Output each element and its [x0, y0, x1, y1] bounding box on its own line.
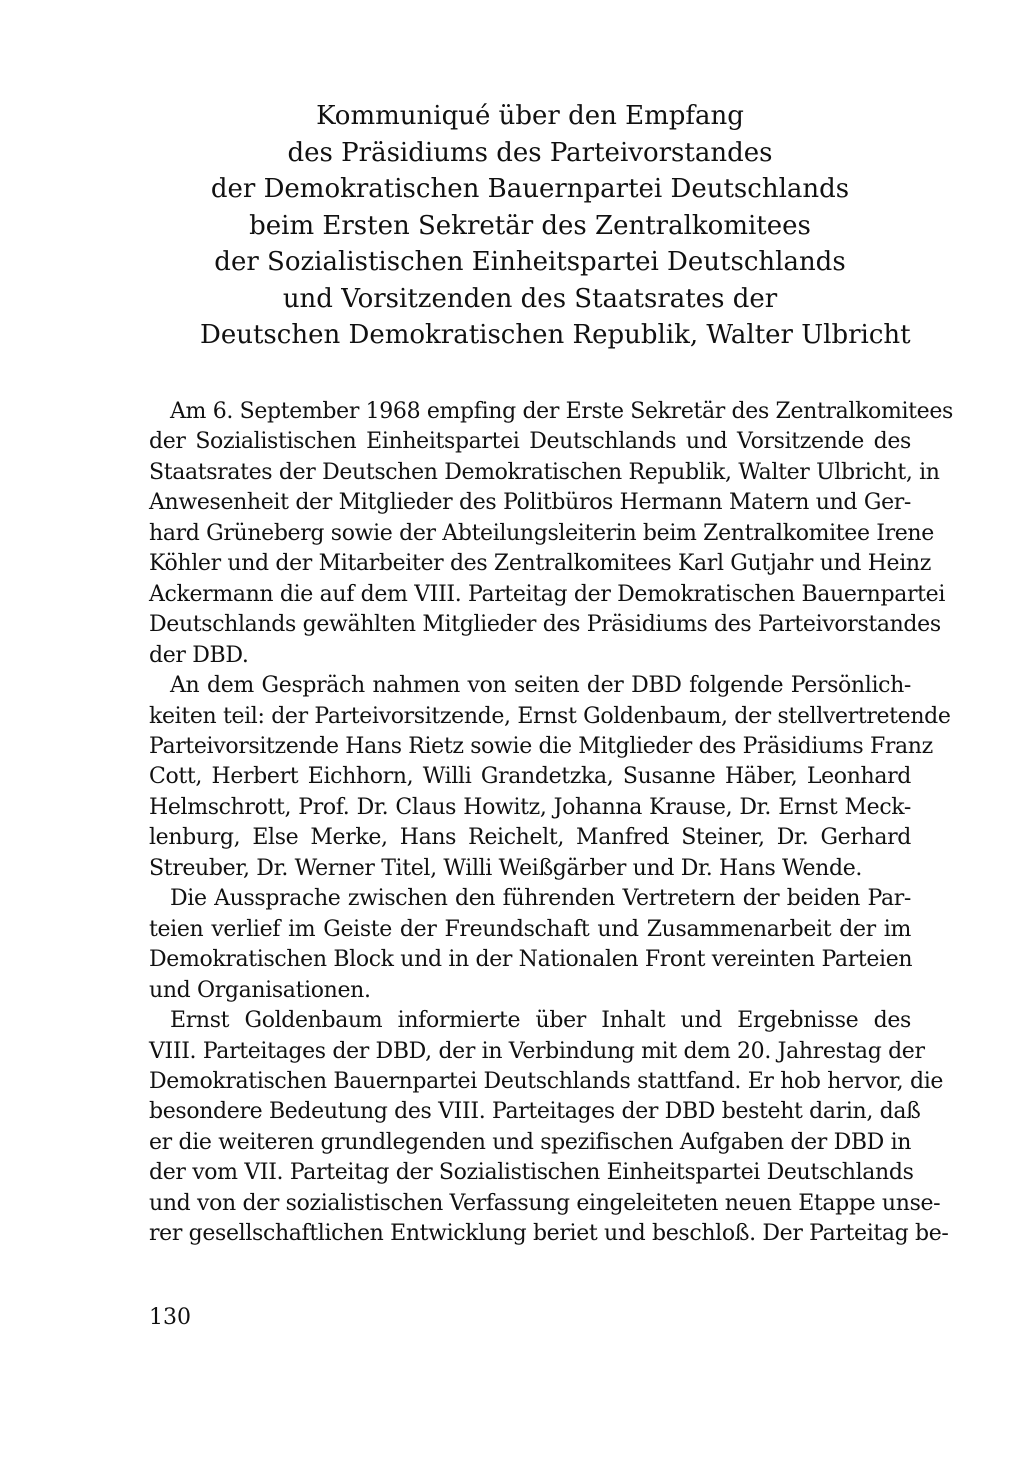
title-line: Kommuniqué über den Empfang — [316, 101, 744, 131]
text-line: der Sozialistischen Einheitspartei Deutschlands und Vorsitzende des — [149, 429, 911, 455]
text-line: Helmschrott, Prof. Dr. Claus Howitz, Johanna Krause, Dr. Ernst Meck- — [149, 794, 911, 820]
text-line: Ackermann die auf dem VIII. Parteitag der Demokratischen Bauernpartei — [149, 581, 946, 607]
text-line: hard Grüneberg sowie der Abteilungsleiterin beim Zentralkomitee Irene — [149, 520, 934, 546]
title-line: des Präsidiums des Parteivorstandes — [287, 137, 773, 168]
title-line: der Demokratischen Bauernpartei Deutschlands — [210, 174, 850, 204]
page-number: 130 — [149, 1305, 191, 1330]
text-line: An dem Gespräch nahmen von seiten der DBD folgende Persönlich- — [170, 673, 911, 699]
text-line: VIII. Parteitages der DBD, der in Verbindung mit dem 20. Jahrestag der — [149, 1038, 925, 1064]
text-line: Köhler und der Mitarbeiter des Zentralkomitees Karl Gutjahr und Heinz — [149, 551, 931, 577]
text-line: Die Aussprache zwischen den führenden Vertretern der beiden Par- — [170, 886, 911, 912]
text-line: und Organisationen. — [149, 977, 371, 1003]
text-line: der vom VII. Parteitag der Sozialistischen Einheitspartei Deutschlands — [149, 1160, 914, 1186]
text-line: und von der sozialistischen Verfassung eingeleiteten neuen Etappe unse- — [149, 1190, 941, 1216]
text-line: Parteivorsitzende Hans Rietz sowie die Mitglieder des Präsidiums Franz — [149, 733, 933, 759]
paragraph-1 — [149, 397, 953, 671]
text-line: Ernst Goldenbaum informierte über Inhalt und Ergebnisse des — [170, 1008, 911, 1034]
text-line: Demokratischen Block und in der Nationalen Front vereinten Parteien — [149, 947, 913, 973]
text-line: Demokratischen Bauernpartei Deutschlands stattfand. Er hob hervor, die — [149, 1068, 944, 1094]
text-line: Deutschlands gewählten Mitglieder des Präsidiums des Parteivorstandes — [149, 612, 941, 638]
text-line: Streuber, Dr. Werner Titel, Willi Weißgärber und Dr. Hans Wende. — [149, 855, 863, 881]
text-line: teien verlief im Geiste der Freundschaft und Zusammenarbeit der im — [149, 916, 911, 942]
text-line: keiten teil: der Parteivorsitzende, Ernst Goldenbaum, der stellvertretende — [149, 703, 951, 729]
title-line: beim Ersten Sekretär des Zentralkomitees — [249, 210, 811, 241]
paragraph-4 — [149, 1006, 949, 1250]
text-line: er die weiteren grundlegenden und spezifischen Aufgaben der DBD in — [149, 1129, 912, 1155]
text-line: Staatsrates der Deutschen Demokratischen Republik, Walter Ulbricht, in — [149, 459, 940, 485]
title-line: Deutschen Demokratischen Republik, Walter Ulbricht — [200, 320, 911, 350]
text-line: Anwesenheit der Mitglieder des Politbüros Hermann Matern und Ger- — [149, 490, 911, 516]
text-line: rer gesellschaftlichen Entwicklung beriet und beschloß. Der Parteitag be- — [149, 1221, 949, 1247]
text-line: lenburg, Else Merke, Hans Reichelt, Manfred Steiner, Dr. Gerhard — [149, 825, 911, 851]
text-line: Cott, Herbert Eichhorn, Willi Grandetzka, Susanne Häber, Leonhard — [149, 764, 911, 790]
title-line: der Sozialistischen Einheitspartei Deutschlands — [214, 247, 846, 277]
paragraph-2 — [149, 671, 951, 884]
text-line: Am 6. September 1968 empfing der Erste Sekretär des Zentralkomitees — [170, 399, 953, 424]
body-text — [149, 397, 953, 1250]
title-line: und Vorsitzenden des Staatsrates der — [282, 283, 778, 314]
paragraph-3 — [149, 884, 911, 1006]
document-title — [200, 98, 911, 354]
text-line: besondere Bedeutung des VIII. Parteitages der DBD besteht darin, daß — [149, 1099, 921, 1125]
text-line: der DBD. — [149, 642, 249, 668]
